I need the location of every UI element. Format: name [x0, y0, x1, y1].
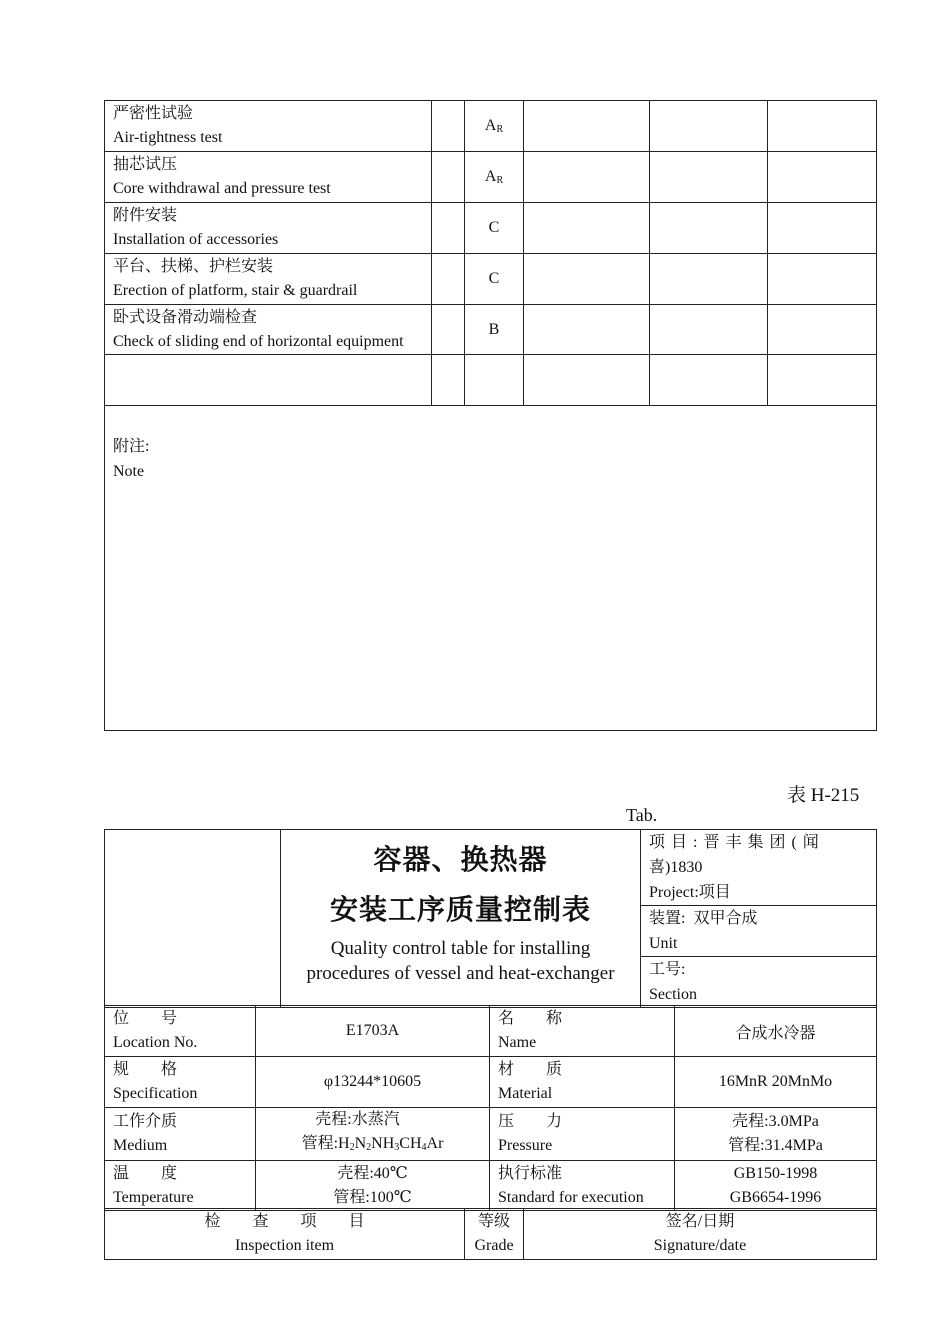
project-line2: 喜)1830: [649, 859, 703, 876]
name-label: [490, 1006, 675, 1057]
grade-cell: [465, 203, 524, 254]
section-en: Section: [649, 986, 697, 1003]
blank-cell[interactable]: [432, 203, 465, 254]
item-zh: 严密性试验: [113, 105, 194, 122]
spec-label-en: Specification: [113, 1085, 198, 1102]
signature-cell[interactable]: [524, 305, 650, 355]
signature-cell[interactable]: [524, 101, 650, 152]
unit-zh: 装置: 双甲合成: [649, 910, 758, 927]
name-label-en: Name: [498, 1034, 537, 1051]
table-row: [105, 1057, 877, 1108]
location-label-zh: 位 号: [113, 1010, 178, 1027]
signature-cell[interactable]: [524, 152, 650, 203]
material-label-en: Material: [498, 1085, 553, 1102]
item-en: Check of sliding end of horizontal equipment: [113, 332, 404, 350]
formula-sub: 4: [421, 1142, 427, 1153]
table-row: [105, 101, 877, 152]
grade-cell: [465, 101, 524, 152]
grade-main: B: [488, 320, 500, 338]
pressure-tube: 管程:31.4MPa: [728, 1137, 823, 1154]
location-label-en: Location No.: [113, 1034, 198, 1051]
note-row: [105, 406, 877, 731]
grade-header-zh: 等级: [477, 1213, 510, 1230]
formula-sub: 2: [366, 1142, 372, 1153]
signature-cell[interactable]: [650, 101, 768, 152]
item-zh: 平台、扶梯、护栏安装: [113, 258, 274, 275]
standard-1: GB150-1998: [733, 1164, 818, 1182]
grade-main: A: [484, 168, 497, 185]
temp-tube: 管程:100℃: [333, 1188, 412, 1206]
upper-inspection-table: [104, 100, 877, 731]
blank-cell[interactable]: [432, 152, 465, 203]
temp-label: [105, 1161, 256, 1211]
signature-cell[interactable]: [768, 203, 877, 254]
grade-main: A: [484, 117, 497, 134]
medium-label-en: Medium: [113, 1137, 168, 1154]
table-row-empty: [105, 355, 877, 406]
title-en-line1: Quality control table for installing: [330, 938, 591, 959]
location-label: [105, 1006, 256, 1057]
table-row: [105, 1108, 877, 1161]
title-cell: [281, 830, 641, 1008]
inspection-item: [105, 152, 432, 203]
empty-cell[interactable]: [432, 355, 465, 406]
grade-sub: R: [496, 124, 504, 135]
material-value[interactable]: 16MnR 20MnMo: [675, 1057, 877, 1108]
empty-cell[interactable]: [465, 355, 524, 406]
note-label-zh: 附注:: [113, 438, 150, 455]
signature-cell[interactable]: [524, 254, 650, 305]
temp-label-en: Temperature: [113, 1188, 194, 1206]
pressure-value[interactable]: [675, 1108, 877, 1161]
item-zh: 附件安装: [113, 207, 178, 224]
standard-label-en: Standard for execution: [498, 1188, 644, 1206]
grade-main: C: [488, 270, 500, 287]
empty-cell[interactable]: [768, 355, 877, 406]
formula-part: NH: [371, 1135, 395, 1152]
item-zh: 卧式设备滑动端检查: [113, 308, 258, 326]
pressure-label-zh: 压 力: [498, 1113, 563, 1130]
form-number: 表 H-215: [787, 785, 860, 806]
table-row: [105, 254, 877, 305]
note-cell[interactable]: [105, 406, 877, 731]
signature-cell[interactable]: [768, 101, 877, 152]
grade-cell: [465, 152, 524, 203]
table-row: [105, 203, 877, 254]
formula-sub: 2: [349, 1142, 355, 1153]
name-value[interactable]: 合成水冷器: [675, 1006, 877, 1057]
project-line1: 项 目 : 晋 丰 集 团 ( 闻: [649, 834, 820, 851]
signature-cell[interactable]: [768, 254, 877, 305]
table-row: [105, 305, 877, 355]
standard-label-zh: 执行标准: [498, 1164, 563, 1182]
inspection-item-header: [105, 1209, 465, 1260]
grade-cell: [465, 254, 524, 305]
table-row: [105, 1161, 877, 1211]
signature-cell[interactable]: [650, 305, 768, 355]
item-en: Core withdrawal and pressure test: [113, 180, 331, 197]
project-cell[interactable]: [641, 830, 877, 906]
item-header-en: Inspection item: [234, 1237, 335, 1254]
spec-label-zh: 规 格: [113, 1061, 178, 1078]
note-label-en: Note: [113, 463, 145, 480]
empty-cell[interactable]: [650, 355, 768, 406]
medium-tube-prefix: 管程:H: [301, 1135, 350, 1152]
table-row: [105, 1006, 877, 1057]
material-label: [490, 1057, 675, 1108]
sign-header-zh: 签名/日期: [665, 1213, 735, 1230]
title-zh-line2: 安装工序质量控制表: [329, 895, 591, 926]
blank-cell[interactable]: [432, 305, 465, 355]
signature-cell[interactable]: [524, 203, 650, 254]
signature-header: [524, 1209, 877, 1260]
inspection-item: [105, 203, 432, 254]
table-row: [105, 152, 877, 203]
grade-cell: [465, 305, 524, 355]
sign-header-en: Signature/date: [653, 1237, 747, 1254]
empty-cell[interactable]: [524, 355, 650, 406]
temp-label-zh: 温 度: [113, 1164, 178, 1182]
empty-cell[interactable]: [105, 355, 432, 406]
temp-value[interactable]: [256, 1161, 490, 1211]
medium-value[interactable]: [256, 1108, 490, 1161]
equipment-details-table: [104, 1005, 877, 1211]
grade-sub: R: [496, 175, 504, 186]
pressure-label-en: Pressure: [498, 1137, 553, 1154]
location-value[interactable]: E1703A: [256, 1006, 490, 1057]
formula-sub: 3: [394, 1142, 400, 1153]
title-en-line2: procedures of vessel and heat-exchanger: [306, 963, 615, 984]
formula-part: N: [354, 1135, 367, 1152]
grade-header: [465, 1209, 524, 1260]
signature-cell[interactable]: [768, 152, 877, 203]
logo-cell: [105, 830, 281, 1008]
item-en: Erection of platform, stair & guardrail: [113, 282, 358, 299]
blank-cell[interactable]: [432, 101, 465, 152]
standard-value[interactable]: [675, 1161, 877, 1211]
signature-cell[interactable]: [650, 254, 768, 305]
medium-tube: [256, 1132, 489, 1160]
project-en: Project:项目: [649, 884, 731, 901]
blank-cell[interactable]: [432, 254, 465, 305]
signature-cell[interactable]: [650, 152, 768, 203]
grade-header-en: Grade: [474, 1237, 514, 1254]
inspection-item: [105, 254, 432, 305]
unit-cell[interactable]: [641, 906, 877, 957]
pressure-label: [490, 1108, 675, 1161]
item-en: Air-tightness test: [113, 129, 223, 146]
form-number-en: Tab.: [626, 805, 658, 825]
column-header-row: [105, 1209, 877, 1260]
item-header-zh: 检 查 项 目: [204, 1213, 365, 1230]
standard-label: [490, 1161, 675, 1211]
section-cell[interactable]: [641, 957, 877, 1008]
standard-2: GB6654-1996: [729, 1188, 822, 1206]
grade-main: C: [488, 219, 500, 236]
item-en: Installation of accessories: [113, 231, 279, 248]
medium-shell: 壳程:水蒸汽: [315, 1111, 400, 1128]
column-header-table: [104, 1208, 877, 1260]
section-zh: 工号:: [649, 961, 686, 978]
form-header-table: [104, 829, 877, 1008]
temp-shell: 壳程:40℃: [337, 1164, 408, 1182]
medium-label: [105, 1108, 256, 1161]
spec-label: [105, 1057, 256, 1108]
signature-cell[interactable]: [650, 203, 768, 254]
name-label-zh: 名 称: [498, 1010, 563, 1027]
signature-cell[interactable]: [768, 305, 877, 355]
formula-part: CH: [399, 1135, 422, 1152]
title-zh-line1: 容器、换热器: [373, 845, 548, 876]
spec-value[interactable]: φ13244*10605: [256, 1057, 490, 1108]
inspection-item: [105, 305, 432, 355]
formula-part: Ar: [426, 1135, 444, 1152]
item-zh: 抽芯试压: [113, 156, 178, 173]
inspection-item: [105, 101, 432, 152]
unit-en: Unit: [649, 935, 678, 952]
medium-label-zh: 工作介质: [113, 1113, 178, 1130]
pressure-shell: 壳程:3.0MPa: [732, 1113, 819, 1130]
material-label-zh: 材 质: [498, 1061, 563, 1078]
